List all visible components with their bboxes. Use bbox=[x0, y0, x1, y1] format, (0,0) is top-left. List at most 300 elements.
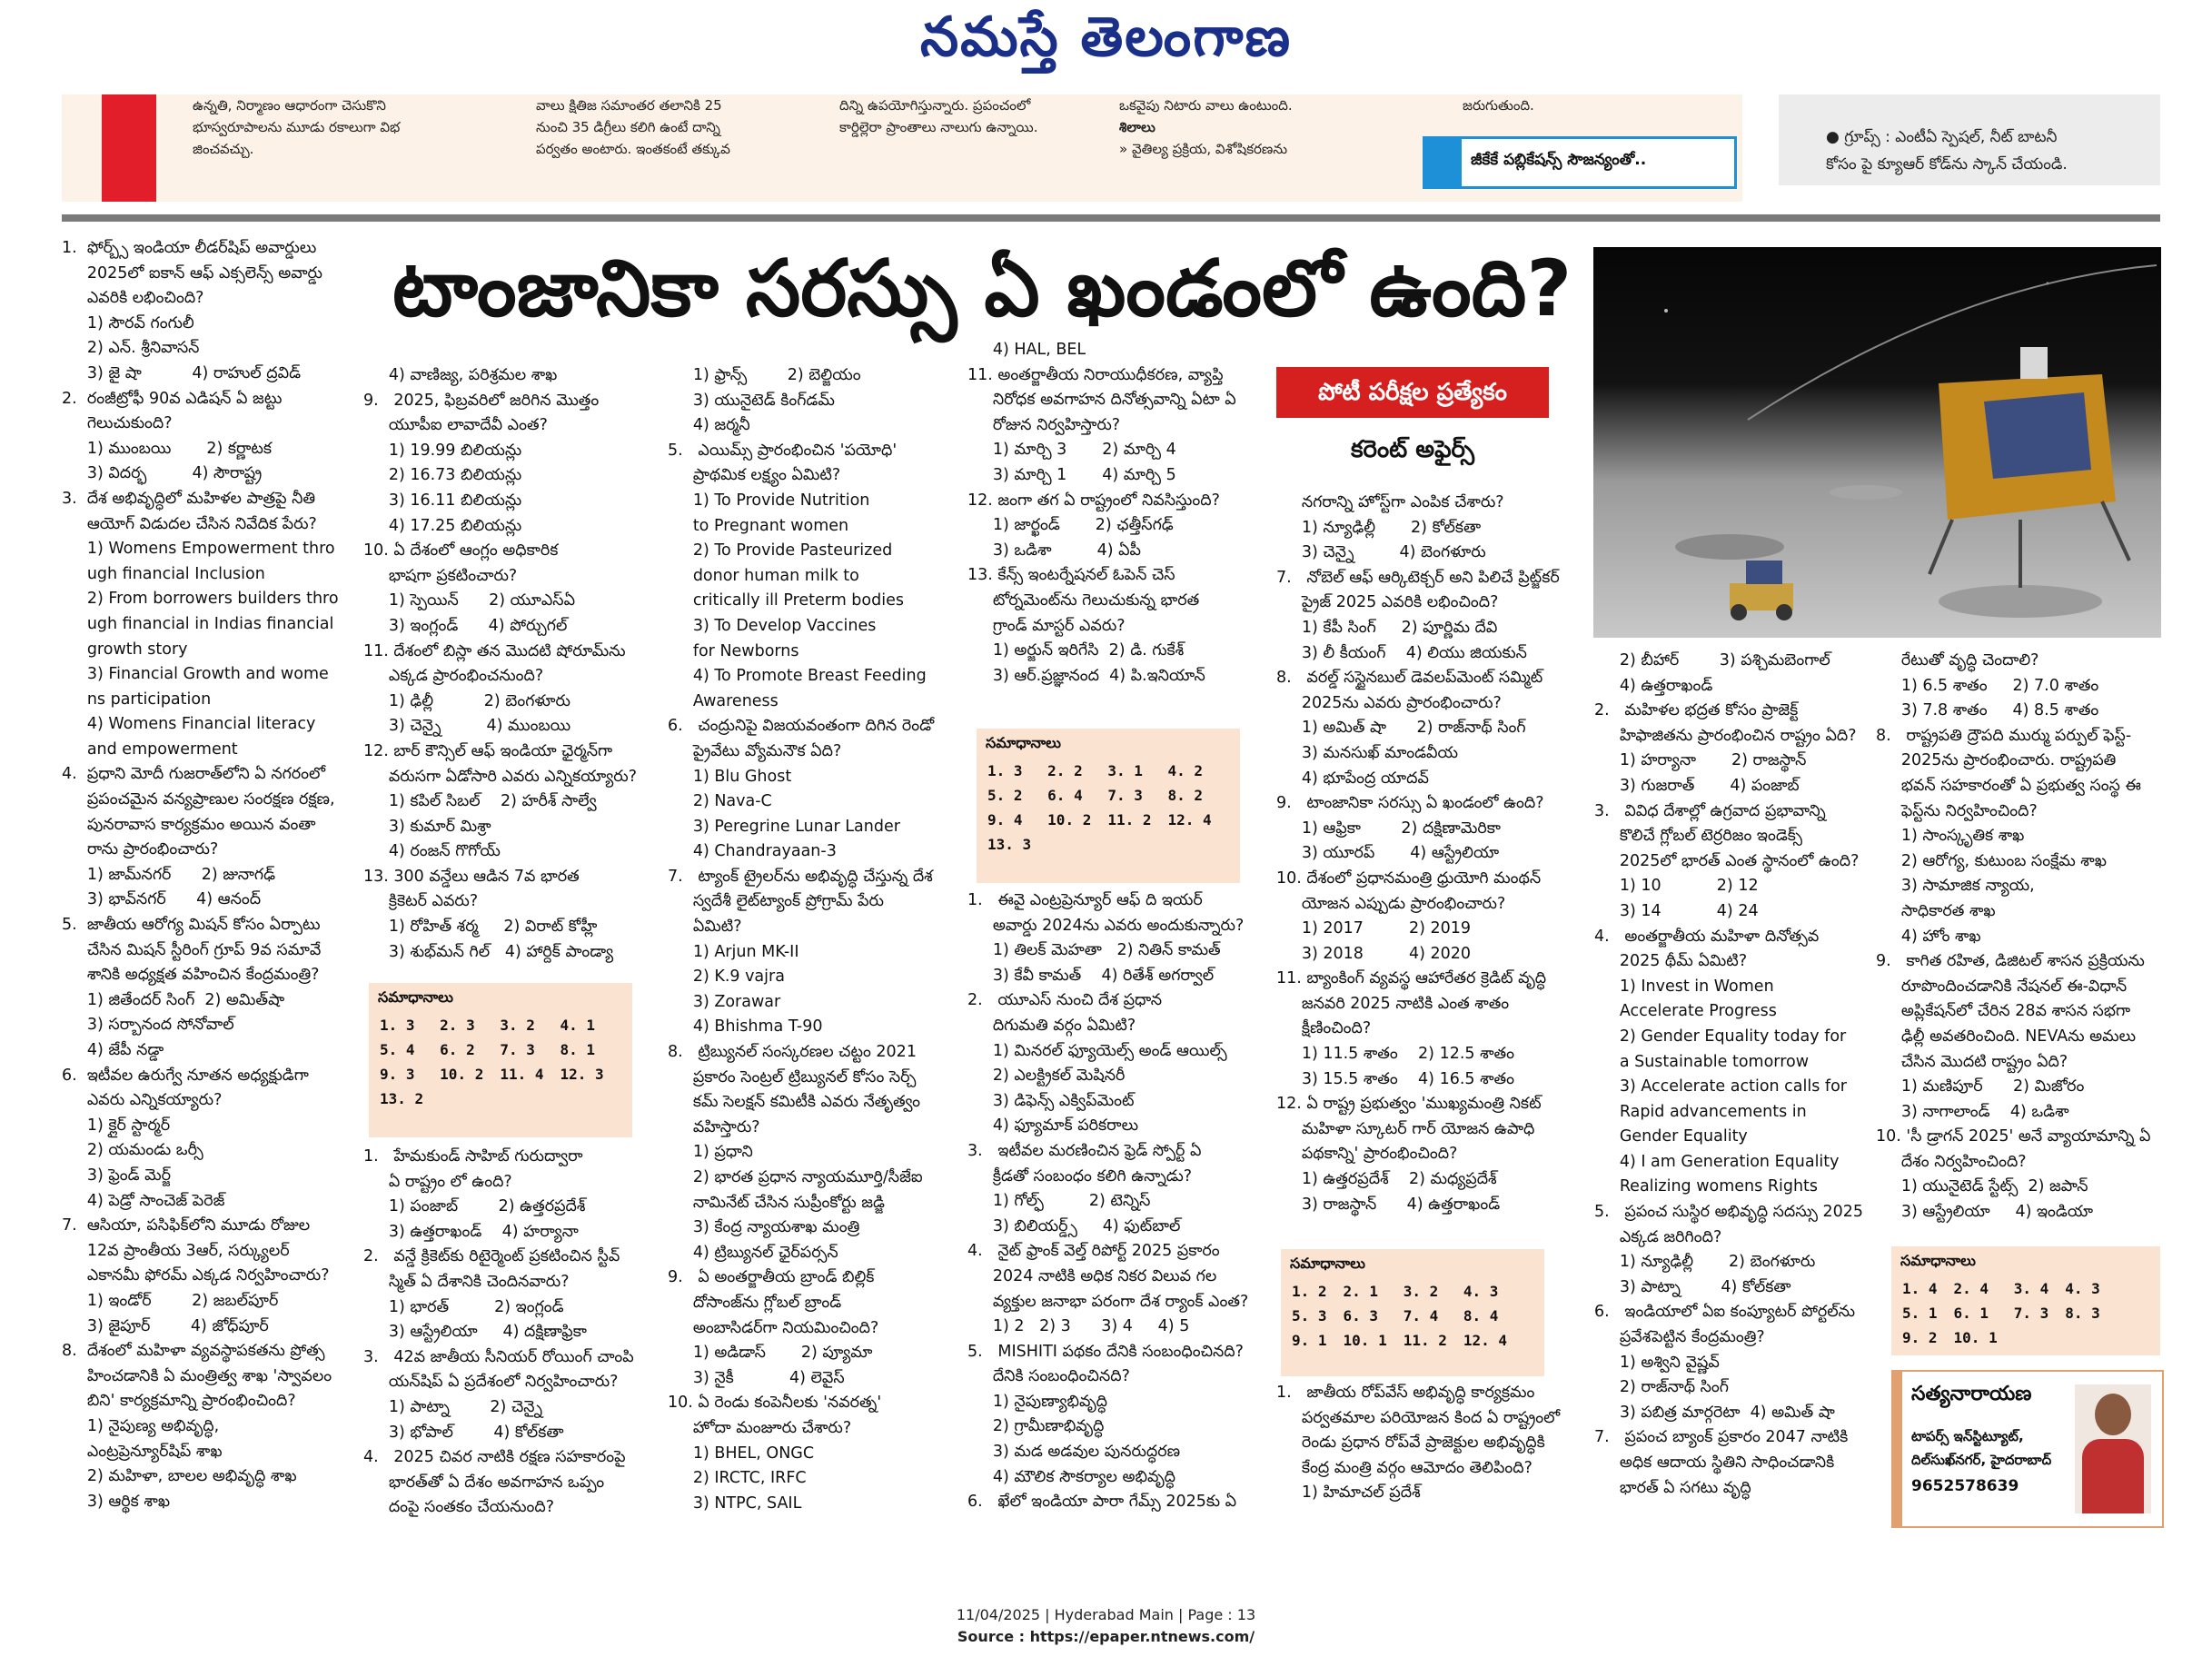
question-option-line: 3) ఆస్ట్రేలియా 4) ఇండియా bbox=[1876, 1203, 2093, 1222]
strip-line: భూస్వరూపాలను మూడు రకాలుగా విభ bbox=[193, 119, 401, 135]
question-option-line: 4) పెడ్రో సాంచెజ్ పెరెజ్ bbox=[62, 1191, 225, 1210]
question-line: 8. దేశంలో మహిళా వ్యవస్థాపకతను ప్రోత్స bbox=[62, 1342, 325, 1361]
answer-cell: 12. 3 bbox=[560, 1066, 604, 1083]
footer-date-page: 11/04/2025 | Hyderabad Main | Page : 13 bbox=[956, 1606, 1256, 1623]
question-option-line: 3) Zorawar bbox=[668, 992, 781, 1011]
question-option-line: నిరోధక అవగాహన దినోత్సవాన్ని ఏటా ఏ bbox=[967, 391, 1236, 410]
question-option-line: క్షీణించింది? bbox=[1276, 1019, 1372, 1038]
question-line: 11. దేశంలో బిస్లా తన మొదటి షోరూమ్‌ను bbox=[363, 641, 626, 660]
answer-cell: 12. 4 bbox=[1167, 811, 1212, 828]
question-option-line: 1) కేపీ సింగ్ 2) పూర్ణిమ దేవి bbox=[1276, 618, 1498, 637]
answer-cell: 1. 2 bbox=[1292, 1283, 1327, 1300]
strip-line: జరుగుతుంది. bbox=[1463, 97, 1534, 114]
question-option-line: 3) భావ్‌నగర్ 4) ఆనంద్ bbox=[62, 890, 262, 909]
question-option-line: 3) NTPC, SAIL bbox=[668, 1493, 802, 1513]
strip-line: ఒకవైపు నిటారు వాలు ఉంటుంది. bbox=[1119, 97, 1293, 114]
question-option-line: 1) హర్యానా 2) రాజస్థాన్ bbox=[1594, 751, 1807, 770]
answer-cell: 7. 4 bbox=[1403, 1307, 1439, 1325]
question-option-line: అవార్డు 2024ను ఎవరు అందుకున్నారు? bbox=[967, 916, 1245, 935]
question-option-line: ugh financial Inclusion bbox=[62, 564, 265, 583]
question-option-line: 4) To Promote Breast Feeding bbox=[668, 667, 927, 686]
question-option-line: ఏమిటి? bbox=[668, 918, 742, 937]
question-option-line: 1) మణిపూర్ 2) మిజోరం bbox=[1876, 1077, 2085, 1096]
question-line: 7. ఆసియా, పసిఫిక్‌లోని మూడు రోజుల bbox=[62, 1216, 311, 1235]
answers-box-1 bbox=[369, 983, 632, 1137]
question-option-line: 1) ఆఫ్రికా 2) దక్షిణామెరికా bbox=[1276, 819, 1501, 838]
question-line: 6. ఖేలో ఇండియా పారా గేమ్స్ 2025కు ఏ bbox=[967, 1493, 1237, 1512]
question-line: 9. 2025, ఫిబ్రవరిలో జరిగిన మొత్తం bbox=[363, 391, 600, 410]
question-line: 12. జంగా తగ ఏ రాష్ట్రంలో నివసిస్తుంది? bbox=[967, 491, 1220, 510]
answer-row bbox=[376, 1062, 617, 1086]
question-option-line: 1) రోహిత్ శర్మ 2) విరాట్ కోహ్లీ bbox=[363, 918, 598, 937]
question-option-line: ఎంట్రప్రెన్యూర్‌షిప్ శాఖ bbox=[62, 1442, 223, 1461]
question-option-line: 1) Womens Empowerment thro bbox=[62, 540, 335, 559]
masthead-logo: నమస్తే తెలంగాణ bbox=[919, 5, 1293, 69]
column-2-lower bbox=[363, 1145, 654, 1521]
section-rule bbox=[62, 214, 2160, 222]
answer-cell: 7. 3 bbox=[500, 1041, 535, 1058]
question-option-line: హించడానికి ఏ మంత్రిత్వ శాఖ 'స్వావలం bbox=[62, 1366, 332, 1385]
question-option-line: 3) సర్బానంద సోనోవాల్ bbox=[62, 1016, 234, 1035]
answer-cell: 9. 1 bbox=[1292, 1332, 1327, 1349]
question-option-line: ప్రాథమిక లక్ష్యం ఏమిటి? bbox=[668, 466, 841, 485]
question-option-line: బిని' కార్యక్రమాన్ని ప్రారంభించింది? bbox=[62, 1392, 296, 1411]
answer-cell: 5. 1 bbox=[1902, 1305, 1938, 1322]
answer-row bbox=[376, 1086, 617, 1111]
question-option-line: చేసిన మిషన్ స్టీరింగ్ గ్రూప్ 9వ సమావే bbox=[62, 940, 322, 959]
column-5-lower bbox=[1276, 1381, 1594, 1506]
answer-cell: 7. 3 bbox=[1107, 787, 1143, 804]
answer-row bbox=[984, 808, 1225, 832]
question-option-line: 3) చెన్నై 4) ముంబయి bbox=[363, 717, 571, 736]
question-option-line: 1) జార్ఖండ్ 2) ఛత్తీస్‌గఢ్ bbox=[967, 516, 1174, 535]
question-option-line: 1) Blu Ghost bbox=[668, 767, 792, 786]
question-line: 4. అంతర్జాతీయ మహిళా దినోత్సవ bbox=[1594, 927, 1820, 946]
question-option-line: 3) ఇంగ్లండ్ 4) పోర్చుగల్ bbox=[363, 616, 568, 635]
answer-cell: 8. 3 bbox=[2065, 1305, 2100, 1322]
question-option-line: 4) ట్రిబ్యునల్ ఛైర్‌పర్సన్ bbox=[668, 1243, 838, 1262]
question-option-line: 3) బిలియర్డ్స్ 4) ఫుట్‌బాల్ bbox=[967, 1216, 1181, 1235]
question-option-line: 1) స్పెయిన్ 2) యూఎస్ఏ bbox=[363, 591, 576, 610]
answer-row bbox=[1288, 1304, 1520, 1328]
answer-cell: 2. 4 bbox=[1953, 1280, 1989, 1297]
question-option-line: 4) వాణిజ్య, పరిశ్రమల శాఖ bbox=[363, 366, 558, 384]
answer-cell: 11. 2 bbox=[1403, 1332, 1447, 1349]
answer-cell bbox=[1044, 832, 1104, 857]
column-6 bbox=[1594, 649, 1894, 1501]
strip-line: కార్డిల్లెరా ప్రాంతాలు నాలుగు ఉన్నాయి. bbox=[839, 119, 1038, 135]
question-line: 12. ఏ రాష్ట్ర ప్రభుత్వం 'ముఖ్యమంత్రి నికట్ bbox=[1276, 1095, 1542, 1114]
question-option-line: 2) గ్రామీణాభివృద్ధి bbox=[967, 1417, 1105, 1436]
answer-cell: 3. 2 bbox=[1403, 1283, 1439, 1300]
question-option-line: ఎక్కడ ప్రారంభించనుంది? bbox=[363, 667, 544, 686]
question-option-line: దిగుమతి వర్గం ఏమిటి? bbox=[967, 1016, 1136, 1035]
answer-row bbox=[984, 832, 1225, 857]
question-option-line: 1) న్యూఢిల్లీ 2) బెంగళూరు bbox=[1594, 1253, 1816, 1272]
answer-row bbox=[1288, 1328, 1520, 1353]
question-option-line: donor human milk to bbox=[668, 566, 859, 585]
question-option-line: ప్రకారం సెంట్రల్ ట్రిబ్యునల్ కోసం సెర్చ్ bbox=[668, 1067, 917, 1086]
strip-line: శిలాలు bbox=[1119, 119, 1156, 135]
answer-row bbox=[1899, 1301, 2113, 1325]
question-option-line: 1) Arjun MK-II bbox=[668, 942, 799, 961]
answer-row bbox=[376, 1037, 617, 1062]
question-option-line: 3) ఫ్రెండ్ మెర్జ్ bbox=[62, 1166, 172, 1185]
answer-cell bbox=[2061, 1325, 2113, 1350]
question-option-line: 3) ఆర్థిక శాఖ bbox=[62, 1492, 171, 1511]
strip-line: దిన్ని ఉపయోగిస్తున్నారు. ప్రపంచంలో bbox=[839, 97, 1031, 114]
question-option-line: 1) ఉత్తరప్రదేశ్ 2) మధ్యప్రదేశ్ bbox=[1276, 1170, 1497, 1189]
question-option-line: 1) 11.5 శాతం 2) 12.5 శాతం bbox=[1276, 1045, 1515, 1064]
answer-cell: 13. 3 bbox=[987, 836, 1032, 853]
question-option-line: ఎకానమీ ఫోరమ్ ఎక్కడ నిర్వహించారు? bbox=[62, 1266, 330, 1285]
question-option-line: 3) రాజస్థాన్ 4) ఉత్తరాఖండ్ bbox=[1276, 1195, 1501, 1214]
question-line: 10. 'సీ డ్రాగన్ 2025' అనే వ్యాయామాన్ని ఏ bbox=[1876, 1127, 2151, 1146]
answers-box-4 bbox=[1891, 1246, 2160, 1355]
gk-credit-bar bbox=[1425, 139, 1462, 186]
author-photo bbox=[2075, 1384, 2151, 1513]
question-option-line: 3) శుభ్‌మన్ గిల్ 4) హార్దిక్ పాండ్యా bbox=[363, 942, 614, 961]
question-line: 6. ఇటీవల ఉరుగ్వే నూతన అధ్యక్షుడిగా bbox=[62, 1066, 309, 1085]
question-option-line: 12వ ప్రాంతీయ 3ఆర్, సర్క్యులర్ bbox=[62, 1241, 290, 1260]
column-3 bbox=[668, 363, 967, 1516]
question-option-line: 1) యునైటెడ్ స్టేట్స్ 2) జపాన్ bbox=[1876, 1177, 2088, 1196]
question-option-line: 1) జితేందర్ సింగ్ 2) అమిత్‌షా bbox=[62, 990, 285, 1009]
question-option-line: 3) ఒడిశా 4) ఏపీ bbox=[967, 541, 1141, 560]
question-option-line: ప్రైజ్ 2025 ఎవరికి లభించింది? bbox=[1276, 593, 1499, 612]
answer-cell bbox=[2010, 1325, 2062, 1350]
question-line: 7. ప్రపంచ బ్యాంక్ ప్రకారం 2047 నాటికి bbox=[1594, 1428, 1849, 1447]
question-option-line: 4) జర్మనీ bbox=[668, 416, 750, 435]
question-option-line: 3) 16.11 బిలియన్లు bbox=[363, 491, 522, 510]
question-option-line: 2025 థీమ్ ఏమిటి? bbox=[1594, 952, 1748, 971]
strip-line: » వైతిల్య ప్రక్రియ, విశోషికరణను bbox=[1119, 141, 1288, 157]
answer-row bbox=[984, 759, 1225, 783]
question-option-line: 1) తిలక్ మెహతా 2) నితిన్ కామత్ bbox=[967, 941, 1221, 960]
question-option-line: 1) మినరల్ ఫ్యూయెల్స్ అండ్ ఆయిల్స్ bbox=[967, 1041, 1227, 1060]
column-5 bbox=[1276, 491, 1594, 1217]
question-line: 4. 2025 చివర నాటికి రక్షణ సహకారంపై bbox=[363, 1448, 626, 1467]
question-option-line: 1) నైపుణ్య అభివృద్ధి, bbox=[62, 1416, 220, 1435]
author-accent-bar bbox=[1893, 1372, 1902, 1526]
gk-credit-text: జీకేకే పబ్లికేషన్స్ సౌజన్యంతో.. bbox=[1471, 151, 1647, 169]
answer-cell: 11. 2 bbox=[1107, 811, 1152, 828]
question-option-line: మహిళా స్కూటర్ గార్ యోజన ఉపాధి bbox=[1276, 1119, 1535, 1138]
question-option-line: 3) 7.8 శాతం 4) 8.5 శాతం bbox=[1876, 701, 2099, 720]
question-option-line: 2) Gender Equality today for bbox=[1594, 1027, 1847, 1046]
answer-row bbox=[1288, 1279, 1520, 1304]
question-option-line: స్మిత్ ఏ దేశానికి చెందినవారు? bbox=[363, 1272, 570, 1291]
question-option-line: 3) సామాజిక న్యాయ, bbox=[1876, 877, 2035, 896]
question-option-line: రూపొందించడానికి నేషనల్ ఈ-విధాన్ bbox=[1876, 977, 2128, 996]
question-option-line: దంపై సంతకం చేయనుంది? bbox=[363, 1498, 555, 1517]
answers-table bbox=[1899, 1276, 2113, 1350]
question-option-line: 1) మార్చి 3 2) మార్చి 4 bbox=[967, 441, 1176, 460]
answer-cell: 6. 2 bbox=[440, 1041, 475, 1058]
question-line: 12. బార్ కౌన్సిల్ ఆఫ్ ఇండియా ఛైర్మన్‌గా bbox=[363, 741, 613, 760]
question-option-line: దేనికి సంబంధించినది? bbox=[967, 1367, 1130, 1386]
question-option-line: 3) Accelerate action calls for bbox=[1594, 1077, 1847, 1096]
question-option-line: జనవరి 2025 నాటికి ఎంత శాతం bbox=[1276, 994, 1510, 1013]
question-option-line: 1) Invest in Women bbox=[1594, 977, 1774, 996]
question-option-line: శానికి అధ్యక్షత వహించిన కేంద్రమంత్రి? bbox=[62, 966, 320, 985]
question-option-line: 1) పంజాబ్ 2) ఉత్తరప్రదేశ్ bbox=[363, 1197, 586, 1216]
answer-cell: 13. 2 bbox=[380, 1090, 424, 1107]
question-option-line: Awareness bbox=[668, 691, 779, 710]
gk-credit-box bbox=[1423, 136, 1737, 189]
question-option-line: 1) To Provide Nutrition bbox=[668, 491, 870, 510]
question-option-line: 2) ఎన్. శ్రీనివాసన్ bbox=[62, 339, 200, 358]
question-option-line: 1) BHEL, ONGC bbox=[668, 1444, 815, 1463]
question-option-line: 2) 16.73 బిలియన్లు bbox=[363, 466, 522, 485]
question-option-line: భవన్ సహకారంతో ఏ ప్రభుత్వ సంస్థ ఈ bbox=[1876, 776, 2141, 795]
question-option-line: 2025ను ప్రారంభించారు. రాష్ట్రపతి bbox=[1876, 751, 2117, 770]
question-line: 5. ఎయిమ్స్ ప్రారంభించిన 'పయోధి' bbox=[668, 441, 898, 460]
strip-col-4 bbox=[1119, 94, 1392, 160]
question-line: 8. రాష్ట్రపతి ద్రౌపది ముర్ము పర్పుల్ ఫెస్ట్- bbox=[1876, 726, 2132, 745]
question-option-line: గ్రాండ్ మాస్టర్ ఎవరు? bbox=[967, 616, 1126, 635]
strip-line: వాలు క్షితిజ సమాంతర తలానికి 25 bbox=[536, 97, 722, 114]
section-badge: పోటీ పరీక్షల ప్రత్యేకం bbox=[1276, 367, 1549, 418]
answer-cell: 4. 3 bbox=[2065, 1280, 2100, 1297]
question-option-line: 3) 14 4) 24 bbox=[1594, 901, 1759, 920]
column-7 bbox=[1876, 649, 2176, 1225]
question-option-line: 2) భారత ప్రధాన న్యాయమూర్తి/సీజేఐ bbox=[668, 1168, 923, 1186]
question-option-line: 2024 నాటికి అధిక నికర విలువ గల bbox=[967, 1266, 1217, 1285]
question-option-line: 3) నాగాలాండ్ 4) ఒడిశా bbox=[1876, 1102, 2069, 1121]
question-option-line: రోజున నిర్వహిస్తారు? bbox=[967, 415, 1121, 434]
question-option-line: for Newborns bbox=[668, 641, 799, 660]
question-option-line: 1) అశ్విని వైష్ణవ్ bbox=[1594, 1353, 1720, 1372]
answer-cell: 7. 3 bbox=[2013, 1305, 2049, 1322]
column-4 bbox=[967, 338, 1276, 689]
answers-table bbox=[376, 1013, 617, 1111]
question-line: 10. ఏ రెండు కంపెనీలకు 'నవరత్న' bbox=[668, 1394, 882, 1413]
qr-note-line: కోసం పై క్యూఆర్ కోడ్‌ను స్కాన్ చేయండి. bbox=[1826, 155, 2068, 174]
question-line: 8. వరల్డ్ సస్టైనబుల్ డెవలప్‌మెంట్ సమ్మిట్ bbox=[1276, 669, 1543, 688]
question-option-line: ఆయోగ్ విడుదల చేసిన నివేదిక పేరు? bbox=[62, 514, 317, 533]
question-option-line: 1) 10 2) 12 bbox=[1594, 877, 1759, 896]
question-line: 1. ఈవై ఎంట్రప్రెన్యూర్ ఆఫ్ ది ఇయర్ bbox=[967, 891, 1203, 909]
answers-heading: సమాధానాలు bbox=[1900, 1252, 1976, 1269]
question-option-line: 3) కేవీ కామత్ 4) రితేశ్ అగర్వాల్ bbox=[967, 966, 1215, 985]
question-option-line: 4) ఉత్తరాఖండ్ bbox=[1594, 676, 1713, 695]
answer-cell: 10. 1 bbox=[1343, 1332, 1387, 1349]
question-option-line: 1) ఢిల్లీ 2) బెంగళూరు bbox=[363, 691, 570, 710]
question-option-line: Accelerate Progress bbox=[1594, 1002, 1777, 1021]
question-option-line: భాషగా ప్రకటించారు? bbox=[363, 566, 518, 585]
lunar-lander-photo bbox=[1593, 247, 2161, 638]
strip-col-1 bbox=[193, 94, 529, 160]
question-option-line: స్వదేశీ లైట్‌ట్యాంక్ ప్రోగ్రామ్ పేరు bbox=[668, 892, 884, 911]
qr-note-text bbox=[1826, 124, 2068, 178]
question-option-line: 4) భూపేంద్ర యాదవ్ bbox=[1276, 769, 1429, 788]
question-line: 3. వివిధ దేశాల్లో ఉగ్రవాద ప్రభావాన్ని bbox=[1594, 801, 1826, 820]
answer-cell: 6. 1 bbox=[1953, 1305, 1989, 1322]
question-option-line: 4) Chandrayaan-3 bbox=[668, 842, 837, 861]
answer-cell bbox=[1104, 832, 1164, 857]
question-line: 9. కాగిత రహిత, డిజిటల్ శాసన ప్రక్రియను bbox=[1876, 952, 2145, 971]
question-option-line: దోసాంజ్‌ను గ్లోబల్ బ్రాండ్ bbox=[668, 1293, 842, 1312]
red-accent-block bbox=[102, 94, 156, 202]
answer-cell: 1. 3 bbox=[380, 1017, 415, 1034]
question-line: 6. చంద్రునిపై విజయవంతంగా దిగిన రెండో bbox=[668, 717, 935, 736]
question-option-line: 3) Peregrine Lunar Lander bbox=[668, 817, 900, 836]
answer-cell: 9. 4 bbox=[987, 811, 1023, 828]
section-subtitle: కరెంట్ అఫైర్స్ bbox=[1350, 436, 1475, 463]
answer-cell: 10. 2 bbox=[1047, 811, 1092, 828]
answer-cell: 8. 1 bbox=[560, 1041, 596, 1058]
author-org: టాపర్స్ ఇన్‌స్టిట్యూట్, bbox=[1911, 1428, 2024, 1444]
question-option-line: 3) మనసుఖ్ మాండవీయ bbox=[1276, 743, 1458, 762]
answer-cell bbox=[557, 1086, 617, 1111]
question-option-line: 3) జైపూర్ 4) జోధ్‌పూర్ bbox=[62, 1316, 269, 1335]
question-option-line: and empowerment bbox=[62, 739, 238, 759]
question-line: 8. ట్రిబ్యునల్ సంస్కరణల చట్టం 2021 bbox=[668, 1043, 917, 1062]
question-line: 13. 300 వన్డేలు ఆడిన 7వ భారత bbox=[363, 867, 580, 886]
question-option-line: 1) 19.99 బిలియన్లు bbox=[363, 441, 522, 460]
answer-row bbox=[376, 1013, 617, 1037]
question-option-line: 3) To Develop Vaccines bbox=[668, 616, 877, 635]
question-option-line: 1) క్లైర్ స్టార్మర్ bbox=[62, 1116, 171, 1135]
strip-col-3 bbox=[839, 94, 1112, 138]
question-option-line: 3) Financial Growth and wome bbox=[62, 665, 329, 684]
question-line: 3. 42వ జాతీయ సీనియర్ రోయింగ్ చాంపి bbox=[363, 1347, 634, 1366]
answer-cell: 2. 3 bbox=[440, 1017, 475, 1034]
question-option-line: 1) ఇండోర్ 2) జబల్‌పూర్ bbox=[62, 1291, 279, 1310]
question-option-line: క్రీడతో సంబంధం కలిగి ఉన్నాడు? bbox=[967, 1166, 1193, 1186]
question-option-line: 3) యూరప్ 4) ఆస్ట్రేలియా bbox=[1276, 844, 1500, 863]
question-option-line: 3) విదర్భ 4) సౌరాష్ట్ర bbox=[62, 464, 263, 483]
question-option-line: Rapid advancements in bbox=[1594, 1102, 1807, 1121]
question-option-line: 2) రాజ్‌నాథ్ సింగ్ bbox=[1594, 1378, 1729, 1397]
question-option-line: 3) యునైటెడ్ కింగ్‌డమ్ bbox=[668, 391, 835, 410]
answer-cell: 2. 1 bbox=[1343, 1283, 1379, 1300]
answer-cell bbox=[436, 1086, 496, 1111]
question-option-line: భారత్ ఏ సగటు వృద్ధి bbox=[1594, 1478, 1751, 1497]
question-line: 13. కేన్స్ ఇంటర్నేషనల్ ఓపెన్ చెస్ bbox=[967, 566, 1175, 585]
question-option-line: 1) న్యూఢిల్లీ 2) కోల్‌కతా bbox=[1276, 518, 1482, 537]
author-place: దిల్‌సుఖ్‌నగర్, హైదరాబాద్ bbox=[1911, 1452, 2052, 1468]
question-line: 11. అంతర్జాతీయ నిరాయుధీకరణ, వ్యాప్తి bbox=[967, 365, 1224, 384]
question-line: 5. MISHITI పథకం దేనికి సంబంధించినది? bbox=[967, 1342, 1244, 1361]
question-option-line: 1) అడిడాస్ 2) ప్యూమా bbox=[668, 1344, 873, 1363]
question-option-line: 2) ఎలక్ట్రికల్ మెషినరీ bbox=[967, 1067, 1126, 1086]
answers-box-2 bbox=[977, 729, 1240, 883]
question-option-line: హిఫాజితను ప్రారంభించిన రాష్ట్రం ఏది? bbox=[1594, 726, 1857, 745]
answer-cell: 5. 4 bbox=[380, 1041, 415, 1058]
question-option-line: సాధికారత శాఖ bbox=[1876, 901, 1996, 920]
question-option-line: a Sustainable tomorrow bbox=[1594, 1052, 1810, 1071]
answer-cell: 4. 2 bbox=[1167, 762, 1204, 779]
lunar-lander-illustration bbox=[1593, 247, 2161, 638]
qr-note-box bbox=[1779, 94, 2160, 185]
question-option-line: 2) బీహార్ 3) పశ్చిమబెంగాల్ bbox=[1594, 651, 1830, 670]
question-line: 10. ఏ దేశంలో ఆంగ్లం అధికారిక bbox=[363, 541, 559, 561]
question-line: 1. జాతీయ రోప్‌వేస్ అభివృద్ధి కార్యక్రమం bbox=[1276, 1384, 1535, 1402]
question-option-line: 4) రంజన్ గొగోయ్ bbox=[363, 842, 501, 861]
qr-note-line: ● గ్రూప్స్ : ఎంటీఏ స్పెషల్, నీట్ బాటనీ bbox=[1826, 128, 2058, 146]
question-line: 2. వన్డే క్రికెట్‌కు రిటైర్మెంట్ ప్రకటించిన స్టీవ్ bbox=[363, 1247, 620, 1266]
question-option-line: 4) I am Generation Equality bbox=[1594, 1152, 1840, 1171]
footer-source-link[interactable]: Source : https://epaper.ntnews.com/ bbox=[957, 1628, 1255, 1645]
question-option-line: Realizing womens Rights bbox=[1594, 1177, 1819, 1196]
question-line: 4. ప్రధాని మోదీ గుజరాత్‌లోని ఏ నగరంలో bbox=[62, 765, 326, 784]
question-option-line: 3) మార్చి 1 4) మార్చి 5 bbox=[967, 465, 1176, 484]
answer-cell: 3. 2 bbox=[500, 1017, 535, 1034]
question-line: 7. నోబెల్ ఆఫ్ ఆర్కిటెక్చర్ అని పిలిచే ప్రిట్జ్‌కర్ bbox=[1276, 568, 1560, 587]
answer-cell: 9. 3 bbox=[380, 1066, 415, 1083]
strip-line: పర్వతం అంటారు. ఇంతకంటే తక్కువ bbox=[536, 141, 730, 157]
answer-cell: 10. 2 bbox=[440, 1066, 484, 1083]
strip-col-5 bbox=[1463, 94, 1644, 116]
question-option-line: 2025లో ఐకాన్ ఆఫ్ ఎక్సలెన్స్ అవార్డు bbox=[62, 263, 322, 283]
answer-cell bbox=[1165, 832, 1225, 857]
column-1 bbox=[62, 236, 352, 1514]
question-option-line: వహిస్తారు? bbox=[668, 1117, 760, 1136]
question-option-line: పథకాన్ని' ప్రారంభించింది? bbox=[1276, 1145, 1458, 1164]
question-option-line: కొలిచే గ్లోబల్ టెర్రరిజం ఇండెక్స్ bbox=[1594, 827, 1803, 846]
answer-cell bbox=[496, 1086, 556, 1111]
question-option-line: ప్రైవేటు వ్యోమనౌక ఏది? bbox=[668, 741, 842, 760]
question-option-line: 1) పాట్నా 2) చెన్నై bbox=[363, 1397, 543, 1416]
answers-heading: సమాధానాలు bbox=[986, 734, 1061, 751]
question-line: 6. ఇండియాలో ఏఐ కంప్యూటర్ పోర్టల్‌ను bbox=[1594, 1303, 1856, 1322]
question-option-line: రేటుతో వృద్ధి చెందాలి? bbox=[1876, 651, 2039, 670]
question-option-line: భారత్‌తో ఏ దేశం అవగాహన ఒప్పం bbox=[363, 1473, 605, 1492]
question-option-line: 4) మౌలిక సౌకర్యాల అభివృద్ధి bbox=[967, 1467, 1176, 1486]
question-line: 9. ఏ అంతర్జాతీయ బ్రాండ్ బిల్లిక్ bbox=[668, 1268, 875, 1287]
question-option-line: 1) సౌరవ్ గంగులీ bbox=[62, 313, 194, 332]
question-option-line: కేంద్ర మంత్రి వర్గం ఆమోదం తెలిపింది? bbox=[1276, 1458, 1533, 1477]
question-option-line: 3) ఆర్.ప్రజ్ఞానంద 4) పి.ఇనియాన్ bbox=[967, 666, 1205, 685]
question-option-line: 1) భారత్ 2) ఇంగ్లండ్ bbox=[363, 1297, 564, 1316]
question-option-line: 3) పబిత్ర మార్గరెటా 4) అమిత్ షా bbox=[1594, 1403, 1835, 1422]
question-option-line: 3) కుమార్ మిశ్రా bbox=[363, 817, 491, 836]
answers-heading: సమాధానాలు bbox=[378, 988, 453, 1006]
question-option-line: అధిక ఆదాయ స్థితిని సాధించడానికి bbox=[1594, 1454, 1835, 1472]
question-line: 2. యూఎస్ నుంచి దేశ ప్రధాన bbox=[967, 991, 1162, 1010]
question-option-line: 2) K.9 vajra bbox=[668, 967, 785, 987]
question-option-line: 1) కపిల్ సిబల్ 2) హరీశ్ సాల్వే bbox=[363, 792, 597, 811]
question-option-line: 4) 17.25 బిలియన్లు bbox=[363, 516, 522, 535]
question-line: 2. మహిళల భద్రత కోసం ప్రాజెక్ట్ bbox=[1594, 701, 1799, 720]
answers-heading: సమాధానాలు bbox=[1290, 1255, 1365, 1272]
answers-table bbox=[984, 759, 1225, 857]
question-option-line: 3) డిఫెన్స్ ఎక్విప్‌మెంట్ bbox=[967, 1091, 1135, 1110]
question-line: 9. టాంజానికా సరస్సు ఏ ఖండంలో ఉంది? bbox=[1276, 794, 1544, 813]
answer-cell: 8. 4 bbox=[1463, 1307, 1499, 1325]
question-option-line: to Pregnant women bbox=[668, 516, 849, 535]
question-option-line: 2) IRCTC, IRFC bbox=[668, 1469, 807, 1488]
question-option-line: 1) గోల్ఫ్ 2) టెన్నిస్ bbox=[967, 1192, 1151, 1211]
strip-line: ఉన్నతి, నిర్మాణం ఆధారంగా చెసుకొని bbox=[193, 97, 386, 114]
question-option-line: 3) మడ అడవుల పునరుద్ధరణ bbox=[967, 1443, 1181, 1462]
question-option-line: 2025ను ఎవరు ప్రారంభించారు? bbox=[1276, 693, 1502, 712]
question-option-line: 1) ఫ్రాన్స్ 2) బెల్జియం bbox=[668, 366, 861, 384]
question-option-line: 3) నైకీ 4) లెవైస్ bbox=[668, 1368, 845, 1387]
answer-cell: 1. 3 bbox=[987, 762, 1023, 779]
question-option-line: టోర్నమెంట్‌ను గెలుచుకున్న భారత bbox=[967, 590, 1200, 610]
question-option-line: పునరావాస కార్యక్రమం అయిన వంతా bbox=[62, 815, 316, 834]
answers-box-3 bbox=[1281, 1249, 1544, 1376]
answer-cell: 3. 4 bbox=[2013, 1280, 2049, 1297]
question-line: 2. రంజీట్రోఫీ 90వ ఎడిషన్ ఏ జట్టు bbox=[62, 389, 283, 408]
question-option-line: దేశం నిర్వహించింది? bbox=[1876, 1152, 2027, 1171]
question-option-line: 1) ముంబయి 2) కర్ణాటక bbox=[62, 439, 273, 458]
question-option-line: 4) HAL, BEL bbox=[967, 341, 1086, 359]
question-option-line: వ్యక్తుల జనాభా పరంగా దేశ ర్యాంక్ ఎంత? bbox=[967, 1292, 1249, 1311]
